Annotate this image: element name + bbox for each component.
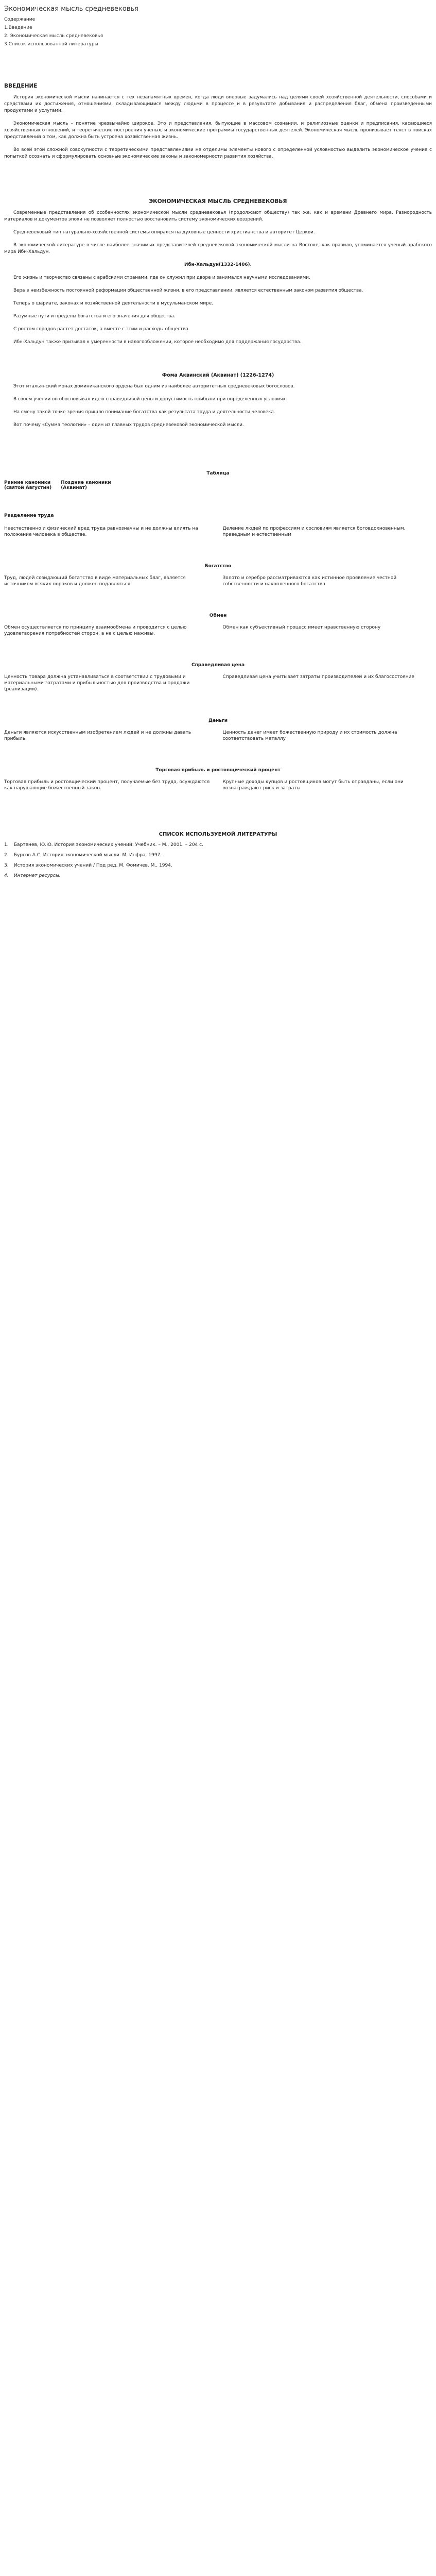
row-label: Обмен xyxy=(209,613,227,618)
aquinas-paragraph: В своем учении он обосновывал идею справедливой цены и допустимость прибыли при определенных условиях. xyxy=(13,397,287,402)
cell-right: Деление людей по профессиям и сословиям является боговдохновенным, праведным и естественным xyxy=(222,526,406,537)
column-header-late: Поздние каноники (Аквинат) xyxy=(61,480,111,490)
reference-number: 1. xyxy=(4,842,9,848)
toc-item-main[interactable]: 2. Экономическая мысль средневековья xyxy=(4,33,103,39)
cell-right: Обмен как субъективный процесс имеет нравственную сторону xyxy=(222,625,381,630)
reference-text: Бурсов А.С. История экономической мысли. М. Инфра, 1997. xyxy=(13,853,162,858)
reference-item xyxy=(4,873,436,878)
intro-paragraph: Во всей этой сложной совокупности с теоретическими представлениями не отделимы элементы нового с определенной условностью выделить экономическое учение с попыткой осознать и сформулировать основные экономические законы и закономерности развития хозяйства. xyxy=(4,147,432,159)
toc-item-intro[interactable]: 1.Введение xyxy=(4,25,32,30)
main-paragraph: С ростом городов растет достаток, а вместе с этим и расходы общества. xyxy=(13,327,190,332)
table-row xyxy=(4,573,432,589)
intro-heading: ВВЕДЕНИЕ xyxy=(4,83,38,89)
reference-text: Интернет ресурсы. xyxy=(13,873,61,878)
reference-item xyxy=(4,842,436,848)
main-heading: ЭКОНОМИЧЕСКАЯ МЫСЛЬ СРЕДНЕВЕКОВЬЯ xyxy=(149,198,287,205)
main-paragraph: Теперь о шариате, законах и хозяйственной деятельности в мусульманском мире. xyxy=(13,301,213,306)
reference-item xyxy=(4,853,436,858)
refs-heading: СПИСОК ИСПОЛЬЗУЕМОЙ ЛИТЕРАТУРЫ xyxy=(159,832,277,837)
main-paragraph: В экономической литературе в числе наиболее значимых представителей средневековой экономической мысли на Востоке, как правило, упоминается ученый арабского мира Ибн-Хальдун. xyxy=(4,243,432,255)
cell-left: Торговая прибыль и ростовщический процент, получаемые без труда, осуждаются как нарушающие божественный закон. xyxy=(4,779,210,791)
cell-left: Обмен осуществляется по принципу взаимообмена и проводится с целью удовлетворения потребностей сторон, а не с целью наживы. xyxy=(4,625,187,636)
main-paragraph: Ибн-Хальдун также призывал к умеренности в налогообложении, которое необходимо для поддержания государства. xyxy=(13,340,302,345)
table-row xyxy=(4,523,432,540)
cell-right: Справедливая цена учитывает затраты производителей и их благосостояние xyxy=(222,674,414,680)
reference-number: 3. xyxy=(4,863,9,868)
aquinas-paragraph: Вот почему «Сумма теологии» – один из главных трудов средневековой экономической мысли. xyxy=(13,422,244,428)
table-of-contents xyxy=(4,17,436,47)
table-row xyxy=(4,622,432,639)
document-page xyxy=(0,5,436,878)
main-paragraph: Его жизнь и творчество связаны с арабскими странами, где он служил при дворе и занимался научными исследованиями. xyxy=(13,275,310,280)
toc-item-refs[interactable]: 3.Список использованной литературы xyxy=(4,42,98,47)
cell-left: Ценность товара должна устанавливаться в соответствии с трудовыми и материальными затратами и прибыльностью для производства и продажи (реализации). xyxy=(4,674,190,692)
column-header-early: Ранние каноники (святой Августин) xyxy=(4,480,52,490)
reference-number: 2. xyxy=(4,853,9,858)
cell-right: Ценность денег имеет божественную природу и их стоимость должна соответствовать металлу xyxy=(222,730,397,741)
row-label: Богатство xyxy=(204,564,232,569)
aquinas-text xyxy=(4,383,432,429)
intro-paragraph: Экономическая мысль – понятие чрезвычайно широкое. Это и представления, бытующие в массовом сознании, и религиозные оценки и предписания, касающиеся хозяйственных отношений, и теоретические построения ученых, и экономические программы государственных деятелей. Экономическая мысль пронизывает текст в поисках представлений о том, как должна быть устроена хозяйственная жизнь. xyxy=(4,121,432,140)
table-row xyxy=(4,727,432,744)
document-title: Экономическая мысль средневековья xyxy=(4,5,139,13)
table-row xyxy=(4,672,432,694)
cell-right: Золото и серебро рассматриваются как истинное проявление честной собственности и накопленного богатства xyxy=(222,575,397,587)
cell-left: Труд, людей созидающий богатство в виде материальных благ, является источником всяких пороков и должен подавляться. xyxy=(4,575,186,587)
ibn-khaldun-heading: Ибн-Хальдун(1332-1406). xyxy=(184,262,252,267)
cell-right: Крупные доходы купцов и ростовщиков могут быть оправданы, если они вознаграждают риск и затраты xyxy=(222,779,404,791)
intro-text xyxy=(4,94,432,160)
table-title: Таблица xyxy=(206,471,230,476)
row-label: Справедливая цена xyxy=(191,663,245,668)
main-text xyxy=(4,210,432,346)
reference-text: История экономических учений / Под ред. М. Фомичев. М., 1994. xyxy=(13,863,172,868)
aquinas-heading: Фома Аквинский (Аквинат) (1226-1274) xyxy=(162,372,274,378)
table-row xyxy=(4,777,432,793)
references-list xyxy=(4,842,436,878)
cell-left: Неестественно и физический вред труда равнозначны и не должны влиять на положение человека в обществе. xyxy=(4,526,198,537)
row-label: Торговая прибыль и ростовщический процент xyxy=(155,768,281,773)
row-label: Деньги xyxy=(208,718,228,723)
aquinas-paragraph: На смену такой точке зрения пришло понимание богатства как результата труда и деятельности человека. xyxy=(13,410,275,415)
main-paragraph: Средневековый тип натурально-хозяйственной системы опирался на духовные ценности христианства и авторитет Церкви. xyxy=(13,230,315,235)
main-paragraph: Современные представления об особенностях экономической мысли средневековья (продолжают обществу) так же, как и времени Древнего мира. Разнородность материалов и документов эпохи не позволяет полностью восстановить систему экономических воззрений. xyxy=(4,210,432,222)
main-paragraph: Вера в неизбежность постоянной реформации общественной жизни, в его представлении, является естественным законом развития общества. xyxy=(13,288,363,293)
row-label: Разделение труда xyxy=(4,513,54,518)
intro-paragraph: История экономической мысли начинается с тех незапамятных времен, когда люди впервые задумались над целями своей хозяйственной деятельности, способами и средствами их достижения, отношениями, складывающимися между людьми в процессе и в результате добывания и распределения благ, обмена произведенными продуктами и услугами. xyxy=(4,95,432,113)
reference-text: Бартенев, Ю.Ю. История экономических учений: Учебник. – М., 2001. – 204 с. xyxy=(13,842,203,848)
aquinas-paragraph: Этот итальянский монах доминиканского ордена был одним из наиболее авторитетных средневековых богословов. xyxy=(13,384,295,389)
main-paragraph: Разумные пути и пределы богатства и его значения для общества. xyxy=(13,314,176,319)
reference-number: 4. xyxy=(4,873,9,878)
table-header xyxy=(4,480,436,490)
toc-label: Содержание xyxy=(4,17,36,22)
cell-left: Деньги являются искусственным изобретением людей и не должны давать прибыль. xyxy=(4,730,191,741)
reference-item xyxy=(4,863,436,868)
